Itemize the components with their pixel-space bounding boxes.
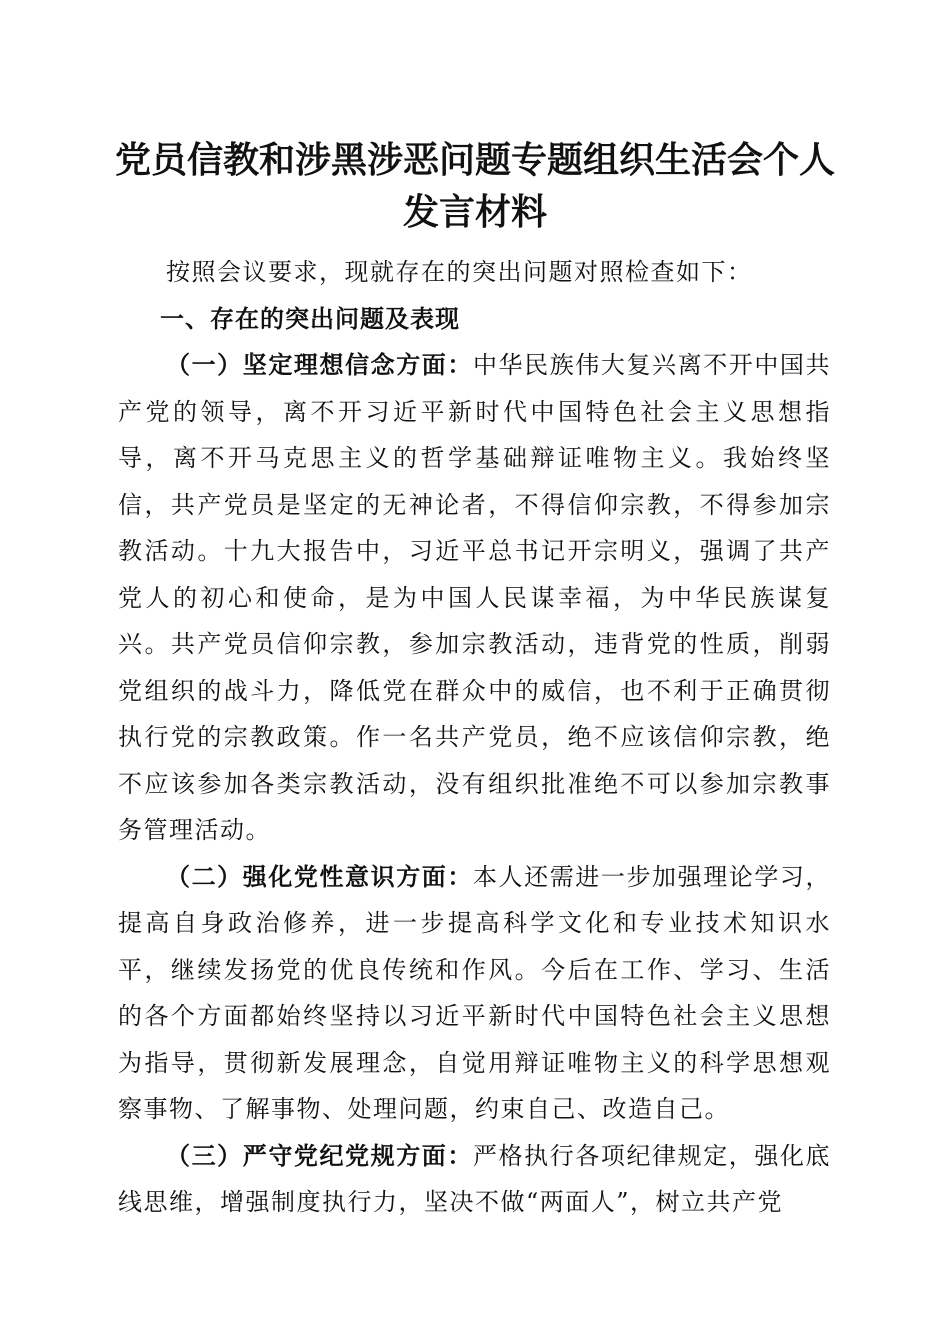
section-heading: 一、存在的突出问题及表现 xyxy=(160,304,460,333)
paragraph-label: （三）严守党纪党规方面： xyxy=(166,1141,473,1170)
intro-paragraph: 按照会议要求，现就存在的突出问题对照检查如下： xyxy=(166,258,753,286)
paragraph-discipline xyxy=(118,1133,831,1226)
paragraph-text: 本人还需进一步加强理论学习，提高自身政治修养，进一步提高科学文化和专业技术知识水平，继续发扬党的优良传统和作风。今后在工作、学习、生活的各个方面都始终坚持以习近平新时代中国特色社会主义思想为指导，贯彻新发展理念，自觉用辩证唯物主义的科学思想观察事物、了解事物、处理问题，约束自己、改造自己。 xyxy=(118,862,832,1123)
document-title xyxy=(110,134,840,238)
paragraph-ideals xyxy=(118,342,831,854)
paragraph-text: 中华民族伟大复兴离不开中国共产党的领导，离不开习近平新时代中国特色社会主义思想指导，离不开马克思主义的哲学基础辩证唯物主义。我始终坚信，共产党员是坚定的无神论者，不得信仰宗教，不得参加宗教活动。十九大报告中，习近平总书记开宗明义，强调了共产党人的初心和使命，是为中国人民谋幸福，为中华民族谋复兴。共产党员信仰宗教，参加宗教活动，违背党的性质，削弱党组织的战斗力，降低党在群众中的威信，也不利于正确贯彻执行党的宗教政策。作一名共产党员，绝不应该信仰宗教，绝不应该参加各类宗教活动，没有组织批准绝不可以参加宗教事务管理活动。 xyxy=(118,351,832,844)
title-line-2: 发言材料 xyxy=(402,191,547,233)
paragraph-label: （二）强化党性意识方面： xyxy=(166,862,473,891)
title-line-1: 党员信教和涉黑涉恶问题专题组织生活会个人 xyxy=(114,139,835,181)
paragraph-label: （一）坚定理想信念方面： xyxy=(166,351,473,379)
paragraph-party-spirit xyxy=(118,854,831,1133)
paragraph-text: 严格执行各项纪律规定，强化底线思维，增强制度执行力，坚决不做“两面人”，树立共产党 xyxy=(118,1141,832,1216)
document-body xyxy=(118,249,831,1226)
